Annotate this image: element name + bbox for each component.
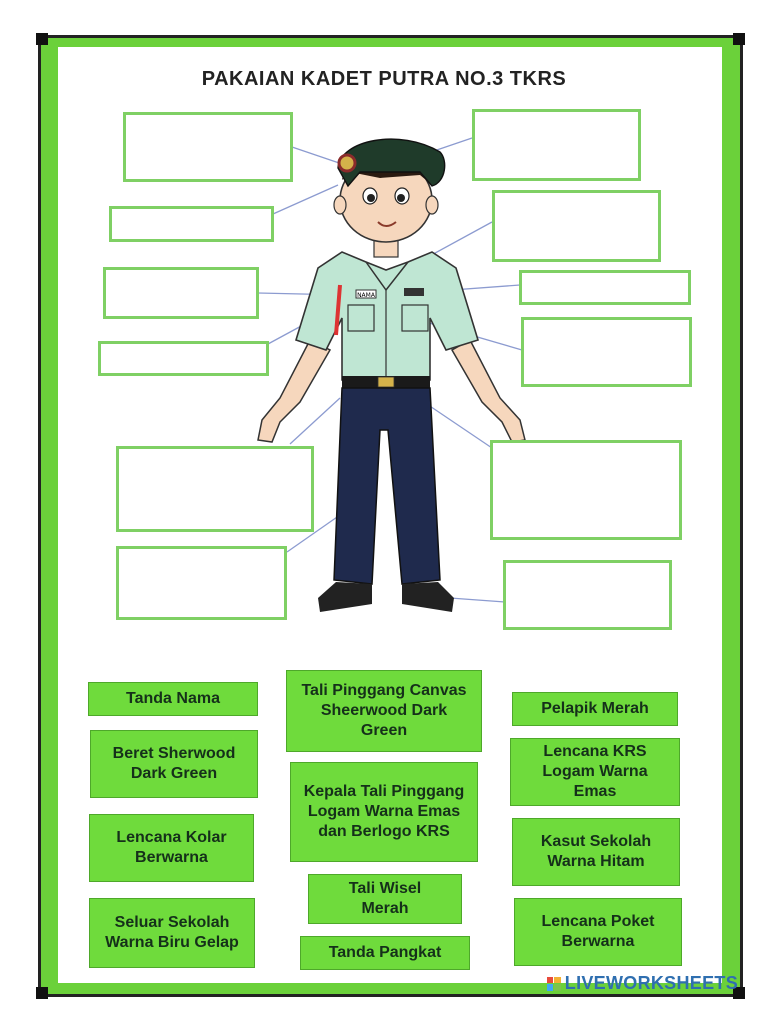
answer-drop-box-9[interactable] (519, 270, 691, 305)
answer-drop-box-10[interactable] (521, 317, 692, 387)
answer-drop-box-2[interactable] (109, 206, 274, 242)
answer-drop-box-12[interactable] (503, 560, 672, 630)
label-chip[interactable]: Lencana KRS Logam Warna Emas (510, 738, 680, 806)
label-chip[interactable]: Lencana Kolar Berwarna (89, 814, 254, 882)
label-chip[interactable]: Tali Wisel Merah (308, 874, 462, 924)
answer-drop-box-1[interactable] (123, 112, 293, 182)
answer-drop-box-6[interactable] (116, 546, 287, 620)
brand-text: LIVEWORKSHEETS (564, 973, 738, 993)
label-chip[interactable]: Beret Sherwood Dark Green (90, 730, 258, 798)
liveworksheets-logo-icon (547, 977, 561, 991)
label-chip[interactable]: Lencana Poket Berwarna (514, 898, 682, 966)
answer-drop-box-7[interactable] (472, 109, 641, 181)
answer-drop-box-4[interactable] (98, 341, 269, 376)
answer-drop-box-3[interactable] (103, 267, 259, 319)
answer-drop-box-8[interactable] (492, 190, 661, 262)
label-chip[interactable]: Kasut Sekolah Warna Hitam (512, 818, 680, 886)
worksheet-title: PAKAIAN KADET PUTRA NO.3 TKRS (201, 68, 567, 90)
label-chip[interactable]: Pelapik Merah (512, 692, 678, 726)
answer-drop-box-11[interactable] (490, 440, 682, 540)
name-tag-text: NAMA (357, 292, 375, 299)
label-chip[interactable]: Tanda Nama (88, 682, 258, 716)
label-chip[interactable]: Tanda Pangkat (300, 936, 470, 970)
answer-drop-box-5[interactable] (116, 446, 314, 532)
label-chip[interactable]: Tali Pinggang Canvas Sheerwood Dark Green (286, 670, 482, 752)
label-chip[interactable]: Kepala Tali Pinggang Logam Warna Emas dan Berlogo KRS (290, 762, 478, 862)
liveworksheets-brand (547, 973, 738, 994)
label-chip[interactable]: Seluar Sekolah Warna Biru Gelap (89, 898, 255, 968)
